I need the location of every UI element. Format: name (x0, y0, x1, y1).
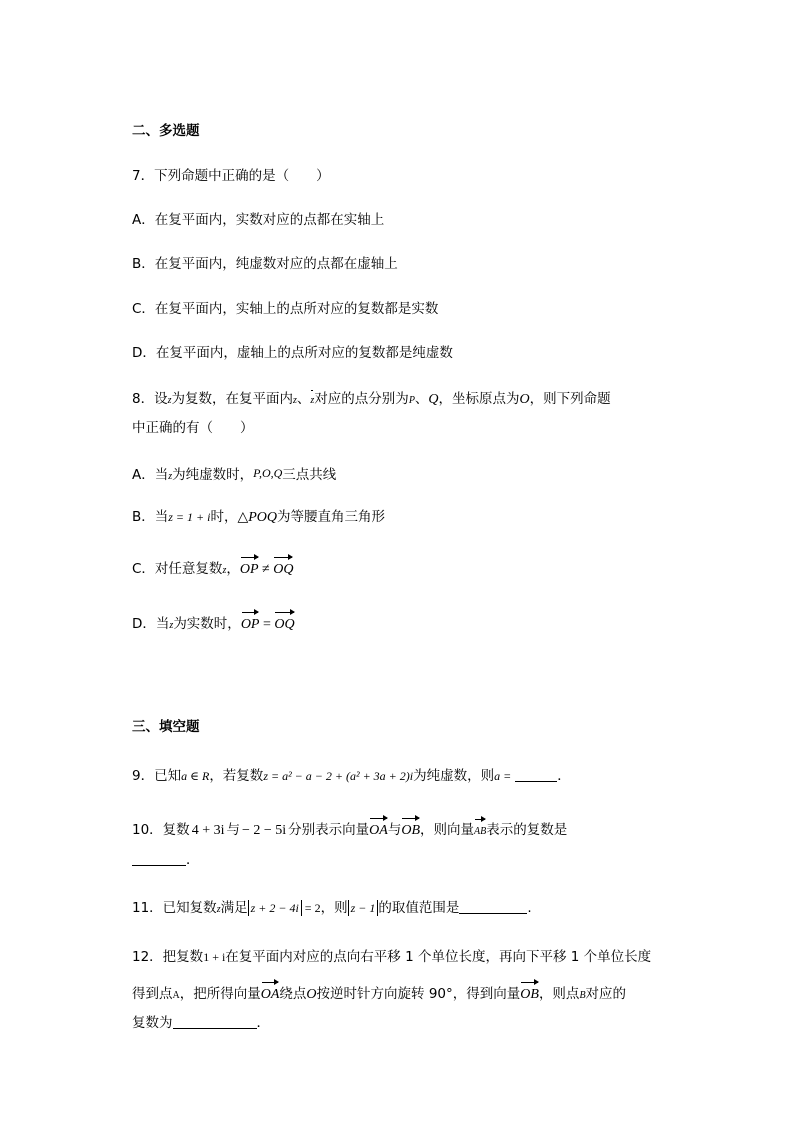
q8-stem-line2: 中正确的有（ ） (132, 420, 254, 436)
q10 (132, 815, 567, 842)
q11-end: 的取值范围是 (378, 900, 460, 916)
q8-z2: z (293, 395, 297, 406)
q8-c-vector-oq: OQ (273, 554, 293, 580)
q9-mid2: 为纯虚数，则 (413, 768, 495, 784)
q8-stem (132, 388, 611, 411)
q12-line2-c: 绕点 (279, 986, 307, 1002)
q8-option-d (132, 609, 295, 636)
q9-answer-blank[interactable] (515, 767, 557, 782)
q8-d-prefix: D．当 (132, 616, 170, 632)
q8-d-vector-oq: OQ (274, 609, 294, 635)
q12-line2-a: 得到点 (132, 986, 173, 1002)
q7-option-c: C．在复平面内，实轴上的点所对应的复数都是实数 (132, 301, 439, 317)
q7-option-a: A．在复平面内，实数对应的点都在实轴上 (132, 212, 385, 228)
q12-line2-f: 对应的 (585, 986, 627, 1002)
q9 (132, 766, 571, 786)
q11-cond-abs: z + 2 − 4i (248, 900, 302, 916)
q9-expr: z = a² − a − 2 + (a² + 3a + 2)i (263, 769, 414, 783)
q11-expr-abs: z − 1 (348, 900, 379, 916)
q7-option-b: B．在复平面内，纯虚数对应的点都在虚轴上 (132, 256, 398, 272)
q12-line2-e: ，则点 (538, 986, 580, 1002)
q8-c-prefix: C．对任意复数 (132, 561, 223, 577)
q12-number: 1 + i (203, 950, 226, 964)
q8-d-eq: = (259, 617, 275, 632)
q10-mid2: 分别表示向量 (288, 822, 370, 838)
q12-line2-b: ，把所得向量 (179, 986, 261, 1002)
q11-mid2: ，则 (320, 900, 348, 916)
q8-stem-mid2: 对应的点分别为 (314, 391, 409, 407)
q9-cond: a ∈ R (181, 769, 210, 783)
q8-a-end: 三点共线 (282, 467, 337, 483)
q12-line3 (132, 1013, 270, 1033)
q8-c-vector-op: OP (240, 554, 259, 580)
q11-answer-blank[interactable] (459, 899, 527, 914)
q8-d-z: z (169, 620, 174, 631)
q12-point-b: B (579, 990, 586, 1001)
q8-d-mid: 为实数时， (173, 616, 241, 632)
q10-line2 (132, 850, 200, 870)
q12-point-o: O (306, 987, 317, 1002)
q8-stem-end: ，则下列命题 (529, 391, 611, 407)
q8-option-c (132, 554, 293, 581)
q8-a-prefix: A．当 (132, 467, 169, 483)
section-title-multiple-choice: 二、多选题 (132, 123, 200, 139)
q10-vector-ab: AB (474, 816, 486, 842)
q7-option-d: D．在复平面内，虚轴上的点所对应的复数都是纯虚数 (132, 345, 453, 361)
q12-point-a: A (172, 990, 180, 1001)
q12-line1-rest: 在复平面内对应的点向右平移 1 个单位长度，再向下平移 1 个单位长度 (225, 949, 652, 965)
q9-mid: ，若复数 (209, 768, 264, 784)
q8-b-mid: 时， (210, 509, 238, 525)
q12-line2-d: 按逆时针方向旋转 90°，得到向量 (316, 986, 521, 1002)
q11-cond-rhs: = 2 (301, 901, 321, 915)
q8-b-prefix: B．当 (132, 509, 169, 525)
q10-and: 与 (387, 822, 402, 838)
q8-option-a (132, 463, 336, 487)
section-title-fill-in: 三、填空题 (132, 719, 200, 735)
q12-vector-oa: OA (261, 979, 280, 1005)
q8-comma2: 、 (414, 391, 429, 407)
q12-line2 (132, 979, 626, 1006)
q10-vector-ob: OB (401, 815, 420, 841)
q8-b-end: 为等腰直角三角形 (277, 509, 386, 525)
q8-c-sep: ， (226, 561, 240, 577)
q12-prefix: 12．把复数 (132, 949, 204, 965)
q8-c-neq: ≠ (258, 562, 274, 577)
q10-mid1: 与 (226, 822, 240, 838)
q8-b-math: z = 1 + i (168, 510, 211, 524)
q11-mid1: 满足 (220, 900, 248, 916)
q11 (132, 898, 532, 920)
q8-c-z: z (222, 565, 227, 576)
q8-p: P (408, 395, 415, 406)
q8-comma: 、 (296, 391, 311, 407)
q8-a-z: z (168, 471, 173, 482)
q10-vector-oa: OA (369, 815, 388, 841)
q10-end: 表示的复数是 (486, 822, 568, 838)
q8-z: z (167, 395, 172, 406)
q11-z: z (216, 904, 221, 915)
q8-z-conjugate: z (310, 388, 314, 411)
q8-a-points: P,O,Q (253, 466, 283, 480)
q8-o: O (519, 392, 530, 407)
q9-ans-var: a = (494, 769, 512, 783)
q8-q: Q (428, 392, 439, 407)
q10-z1: 4 + 3i (191, 823, 225, 838)
q10-prefix: 10．复数 (132, 822, 190, 838)
q9-end: ． (557, 768, 571, 784)
q9-prefix: 9．已知 (132, 768, 182, 784)
q11-dot: . (527, 900, 532, 916)
q8-stem-mid1: 为复数，在复平面内 (171, 391, 293, 407)
q8-stem-mid3: ，坐标原点为 (438, 391, 520, 407)
q12-line1 (132, 947, 651, 967)
q12-end: ． (256, 1015, 270, 1031)
q7-stem: 7．下列命题中正确的是（ ） (132, 168, 330, 184)
q8-d-vector-op: OP (241, 609, 260, 635)
q8-b-triangle: △POQ (237, 510, 278, 525)
q10-answer-blank[interactable] (132, 851, 186, 866)
q12-line3-label: 复数为 (132, 1015, 173, 1031)
q8-stem-prefix: 8．设 (132, 391, 168, 407)
q12-answer-blank[interactable] (173, 1014, 257, 1029)
q12-vector-ob: OB (520, 979, 539, 1005)
q11-prefix: 11．已知复数 (132, 900, 217, 916)
q8-a-mid: 为纯虚数时， (172, 467, 254, 483)
q10-line2-end: ． (186, 852, 200, 868)
q8-option-b (132, 507, 385, 528)
q10-z2: − 2 − 5i (241, 823, 287, 838)
q10-mid3: ，则向量 (420, 822, 475, 838)
